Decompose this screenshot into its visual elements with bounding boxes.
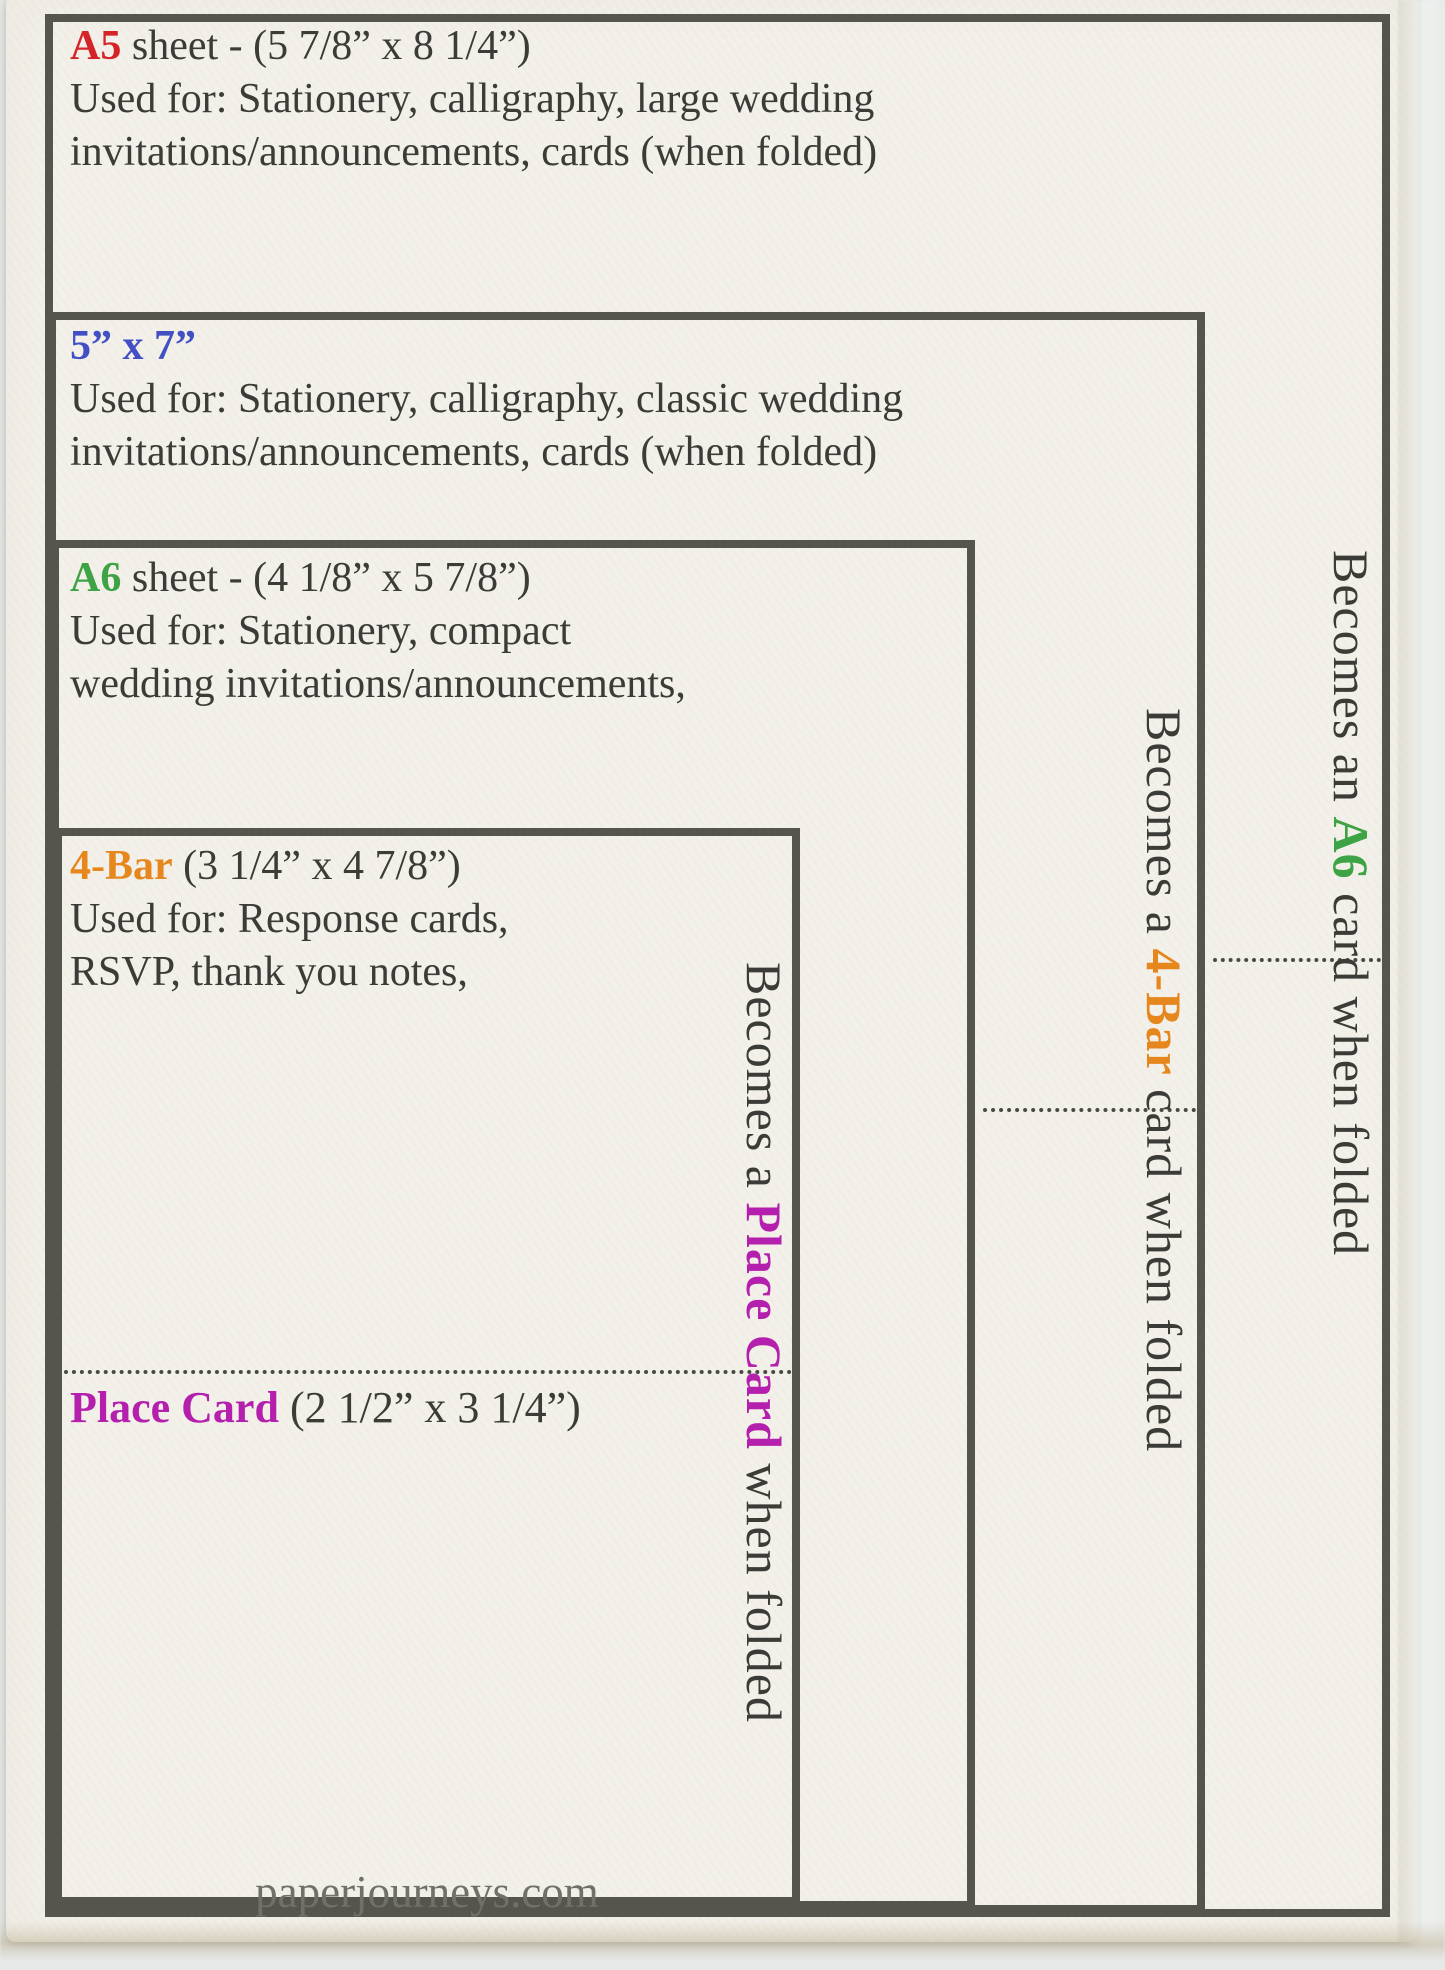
sheet-desc-4bar-line2: RSVP, thank you notes, (70, 949, 468, 995)
sheet-name-a5: A5 (70, 23, 122, 69)
place-card-size: (2 1/2” x 3 1/4”) (278, 1383, 581, 1432)
sheet-name-4bar: 4-Bar (70, 843, 173, 889)
sheet-size-4bar: (3 1/4” x 4 7/8”) (172, 843, 461, 889)
sheet-title-a5 (70, 20, 877, 73)
sheet-desc-a6-line1: Used for: Stationery, compact (70, 608, 572, 654)
fold-label-a6-post: card when folded (1323, 879, 1379, 1257)
sheet-info-a5 (70, 20, 877, 179)
fold-label-a6 (1320, 550, 1382, 1256)
sheet-desc-5x7-line1: Used for: Stationery, calligraphy, classic wedding (70, 376, 904, 422)
fold-label-place-pre: Becomes a (736, 962, 792, 1203)
sheet-title-4bar (70, 840, 509, 893)
fold-label-4bar-post: card when folded (1136, 1075, 1192, 1453)
sheet-desc-5x7-line2: invitations/announcements, cards (when folded) (70, 429, 878, 475)
sheet-desc-4bar-line1: Used for: Response cards, (70, 896, 509, 942)
fold-label-4bar (1133, 708, 1195, 1452)
fold-label-place-card (733, 962, 795, 1723)
place-card-title (70, 1382, 581, 1433)
fold-label-place-post: when folded (736, 1449, 792, 1723)
fold-label-place-target: Place Card (736, 1202, 792, 1450)
sheet-size-a6: sheet - (4 1/8” x 5 7/8”) (121, 555, 531, 601)
fold-line-4bar-to-placecard (64, 1370, 792, 1374)
sheet-title-5x7 (70, 320, 903, 373)
place-card-name: Place Card (70, 1383, 279, 1432)
sheet-info-a6 (70, 552, 686, 711)
sheet-name-a6: A6 (70, 555, 122, 601)
sheet-name-5x7: 5” x 7” (70, 323, 196, 369)
fold-label-a6-pre: Becomes an (1323, 550, 1379, 817)
fold-label-4bar-target: 4-Bar (1136, 948, 1192, 1076)
sheet-size-a5: sheet - (5 7/8” x 8 1/4”) (121, 23, 531, 69)
torn-paper-edge-right (1398, 0, 1445, 1945)
fold-label-4bar-pre: Becomes a (1136, 708, 1192, 949)
sheet-desc-a5-line1: Used for: Stationery, calligraphy, large wedding (70, 76, 875, 122)
footer-site-url: paperjourneys.com (255, 1867, 599, 1917)
sheet-info-4bar (70, 840, 509, 999)
torn-paper-edge-bottom (0, 1922, 1445, 1970)
sheet-desc-a5-line2: invitations/announcements, cards (when folded) (70, 129, 878, 175)
sheet-desc-a6-line2: wedding invitations/announcements, (70, 661, 686, 707)
sheet-title-a6 (70, 552, 686, 605)
sheet-info-5x7 (70, 320, 903, 479)
fold-label-a6-target: A6 (1323, 816, 1379, 880)
